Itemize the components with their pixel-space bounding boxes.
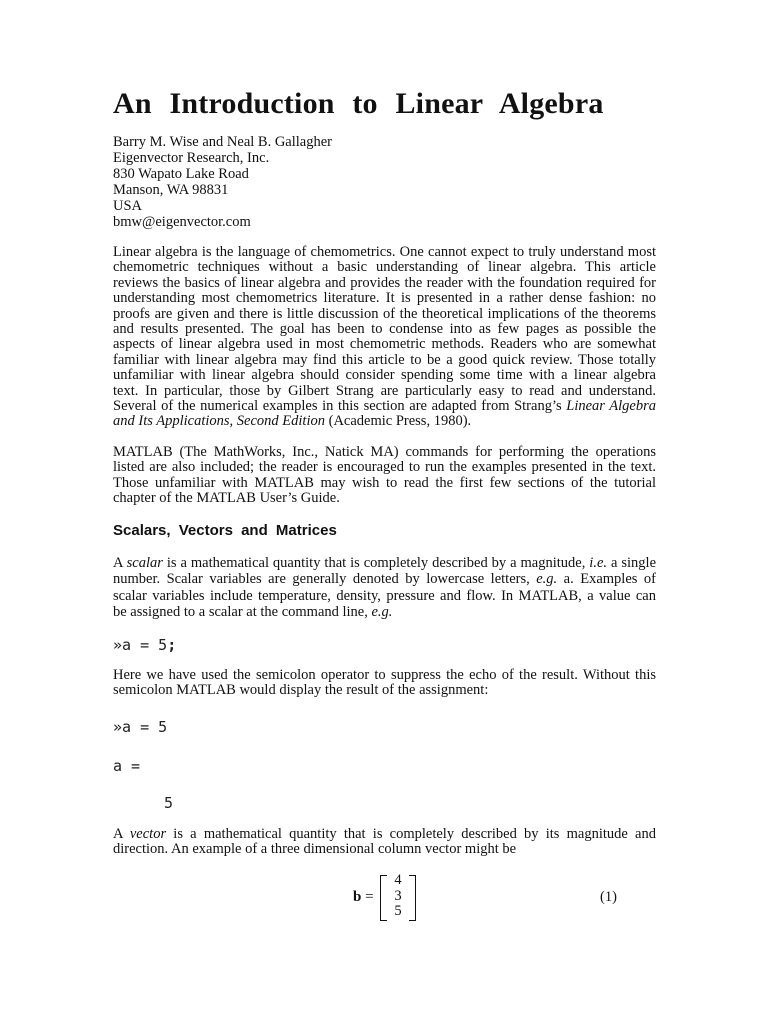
code-assign: »a = 5 — [113, 718, 168, 736]
section-heading: Scalars, Vectors and Matrices — [113, 522, 337, 539]
code-semicolon: ; — [167, 636, 177, 654]
text-line: familiar with linear algebra may find this article to be a good quick review. Those totally — [113, 351, 656, 368]
vector-entry: 3 — [394, 887, 402, 904]
code-output-value: 5 — [164, 794, 174, 812]
text-segment: A — [113, 555, 127, 571]
abbrev-italic: i.e. — [589, 555, 608, 571]
text-line: direction. An example of a three dimensional column vector might be — [113, 841, 517, 858]
text-segment: A — [113, 826, 130, 842]
scalar-paragraph — [113, 555, 656, 621]
author-city: Manson, WA 98831 — [113, 182, 229, 198]
code-output-label: a = — [113, 757, 141, 775]
text-line — [113, 604, 656, 620]
matlab-paragraph — [113, 445, 656, 507]
text-segment: (Academic Press, 1980). — [324, 413, 472, 430]
author-block — [113, 134, 332, 230]
term-italic: scalar — [126, 555, 163, 571]
text-line: unfamiliar with linear algebra should consider spending some time with a linear algebra — [113, 367, 656, 384]
text-line: understanding most chemometrics literature. It is presented in a rather dense fashion: no — [113, 290, 656, 307]
text-line: proofs are given and there is little discussion of the theoretical implications of the theorems — [113, 305, 656, 322]
author-organization: Eigenvector Research, Inc. — [113, 150, 270, 166]
text-line: Those unfamiliar with MATLAB may wish to read the first few sections of the tutorial — [113, 474, 656, 491]
book-title-italic: and Its Applications, Second Edition — [113, 413, 325, 430]
intro-paragraph — [113, 245, 656, 430]
text-line — [113, 399, 656, 414]
vector-symbol: b — [353, 889, 362, 905]
equation-vector-b — [353, 872, 423, 922]
text-segment: be assigned to a scalar at the command line, — [113, 604, 372, 621]
text-line: scalar variables include temperature, density, pressure and flow. In MATLAB, a value can — [113, 587, 656, 604]
vector-entry: 5 — [394, 903, 402, 919]
text-segment: is a mathematical quantity that is completely described by a magnitude, — [162, 555, 590, 571]
text-segment: a single — [607, 555, 657, 571]
text-line — [113, 571, 656, 587]
equals-sign: = — [361, 889, 374, 905]
abbrev-italic: e.g. — [371, 604, 393, 621]
text-segment: Several of the numerical examples in this section are adapted from Strang’s — [113, 398, 562, 415]
book-title-italic: Linear Algebra — [566, 398, 656, 415]
text-line — [113, 414, 656, 429]
equation-number: (1) — [600, 889, 617, 905]
text-line: text. In particular, those by Gilbert Strang are particularly easy to read and understand. — [113, 382, 656, 399]
text-segment: is a mathematical quantity that is completely described by its magnitude and — [166, 826, 656, 842]
text-line: chapter of the MATLAB User’s Guide. — [113, 490, 340, 507]
vector-paragraph — [113, 827, 656, 858]
code-assign-semicolon — [113, 636, 176, 654]
author-names: Barry M. Wise and Neal B. Gallagher — [113, 134, 333, 150]
abbrev-italic: e.g. — [536, 571, 558, 588]
author-street: 830 Wapato Lake Road — [113, 166, 249, 182]
text-line — [113, 555, 656, 571]
right-bracket — [409, 875, 416, 921]
text-line: Here we have used the semicolon operator to suppress the echo of the result. Without this — [113, 667, 656, 683]
vector-entry: 4 — [394, 872, 402, 888]
author-email: bmw@eigenvector.com — [113, 214, 251, 230]
code-text: »a = 5 — [113, 636, 168, 654]
text-line: and results presented. The goal has been to condense into as few pages as possible the — [113, 321, 656, 338]
vector-values — [388, 873, 408, 920]
text-segment: a. Examples of — [557, 571, 656, 588]
author-country: USA — [113, 198, 143, 214]
text-line — [113, 827, 656, 842]
text-line: reviews the basics of linear algebra and provides the reader with the foundation required for — [113, 274, 656, 291]
left-bracket — [380, 875, 387, 921]
text-segment: number. Scalar variables are generally denoted by lowercase letters, — [113, 571, 537, 588]
text-line: semicolon MATLAB would display the result of the assignment: — [113, 682, 489, 699]
term-italic: vector — [129, 826, 167, 842]
text-line: chemometric techniques without a basic understanding of linear algebra. This article — [113, 259, 656, 276]
equation-lhs — [353, 889, 374, 906]
text-line: Linear algebra is the language of chemometrics. One cannot expect to truly understand most — [113, 244, 656, 260]
text-line: aspects of linear algebra used in most chemometric methods. Readers who are somewhat — [113, 336, 656, 353]
paper-title: An Introduction to Linear Algebra — [113, 87, 604, 120]
text-line: MATLAB (The MathWorks, Inc., Natick MA) commands for performing the operations — [113, 444, 656, 460]
echo-paragraph — [113, 668, 656, 699]
text-line: listed are also included; the reader is encouraged to run the examples presented in the text. — [113, 459, 656, 476]
